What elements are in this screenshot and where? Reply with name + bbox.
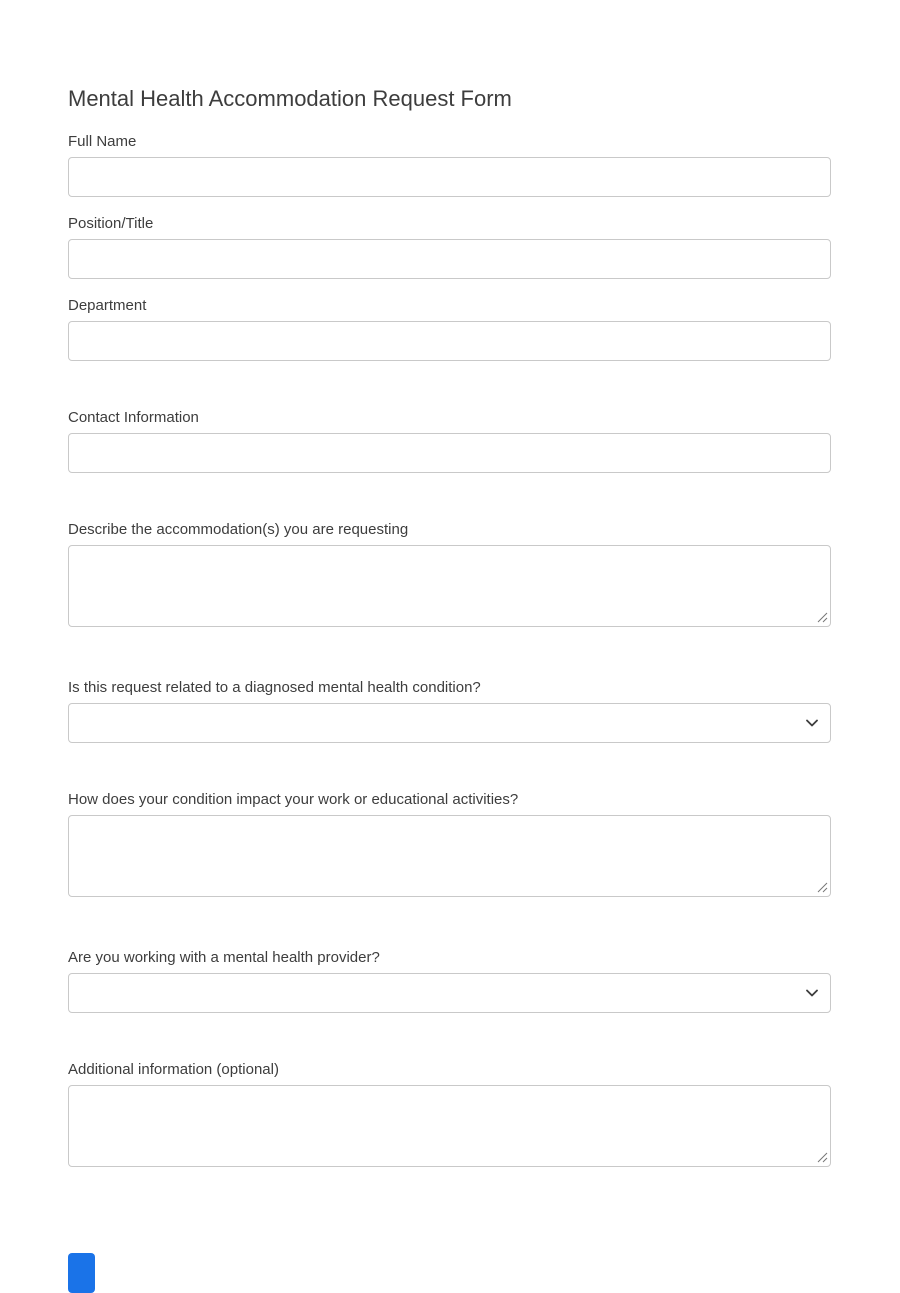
department-label: Department [68,297,147,314]
contact-information-label: Contact Information [68,409,199,426]
condition-impact-textarea[interactable] [68,815,831,897]
diagnosed-condition-label: Is this request related to a diagnosed mental health condition? [68,679,481,696]
textarea-wrapper [68,815,831,897]
field-accommodation-description [68,521,831,627]
field-full-name [68,133,831,197]
diagnosed-condition-select[interactable] [68,703,831,743]
additional-information-textarea[interactable] [68,1085,831,1167]
provider-select[interactable] [68,973,831,1013]
department-input[interactable] [68,321,831,361]
field-position-title [68,215,831,279]
select-wrapper [68,703,831,743]
submit-button[interactable] [68,1253,95,1293]
page-title: Mental Health Accommodation Request Form [68,86,512,111]
position-title-label: Position/Title [68,215,154,232]
accommodation-description-textarea[interactable] [68,545,831,627]
additional-information-label: Additional information (optional) [68,1061,279,1078]
field-condition-impact [68,791,831,897]
full-name-input[interactable] [68,157,831,197]
field-provider [68,949,831,1013]
position-title-input[interactable] [68,239,831,279]
field-diagnosed-condition [68,679,831,743]
field-contact-information [68,409,831,473]
accommodation-description-label: Describe the accommodation(s) you are requesting [68,521,409,538]
textarea-wrapper [68,545,831,627]
field-additional-information [68,1061,831,1167]
select-wrapper [68,973,831,1013]
textarea-wrapper [68,1085,831,1167]
full-name-label: Full Name [68,133,137,150]
provider-label: Are you working with a mental health provider? [68,949,380,966]
field-department [68,297,831,361]
condition-impact-label: How does your condition impact your work or educational activities? [68,791,519,808]
contact-information-input[interactable] [68,433,831,473]
